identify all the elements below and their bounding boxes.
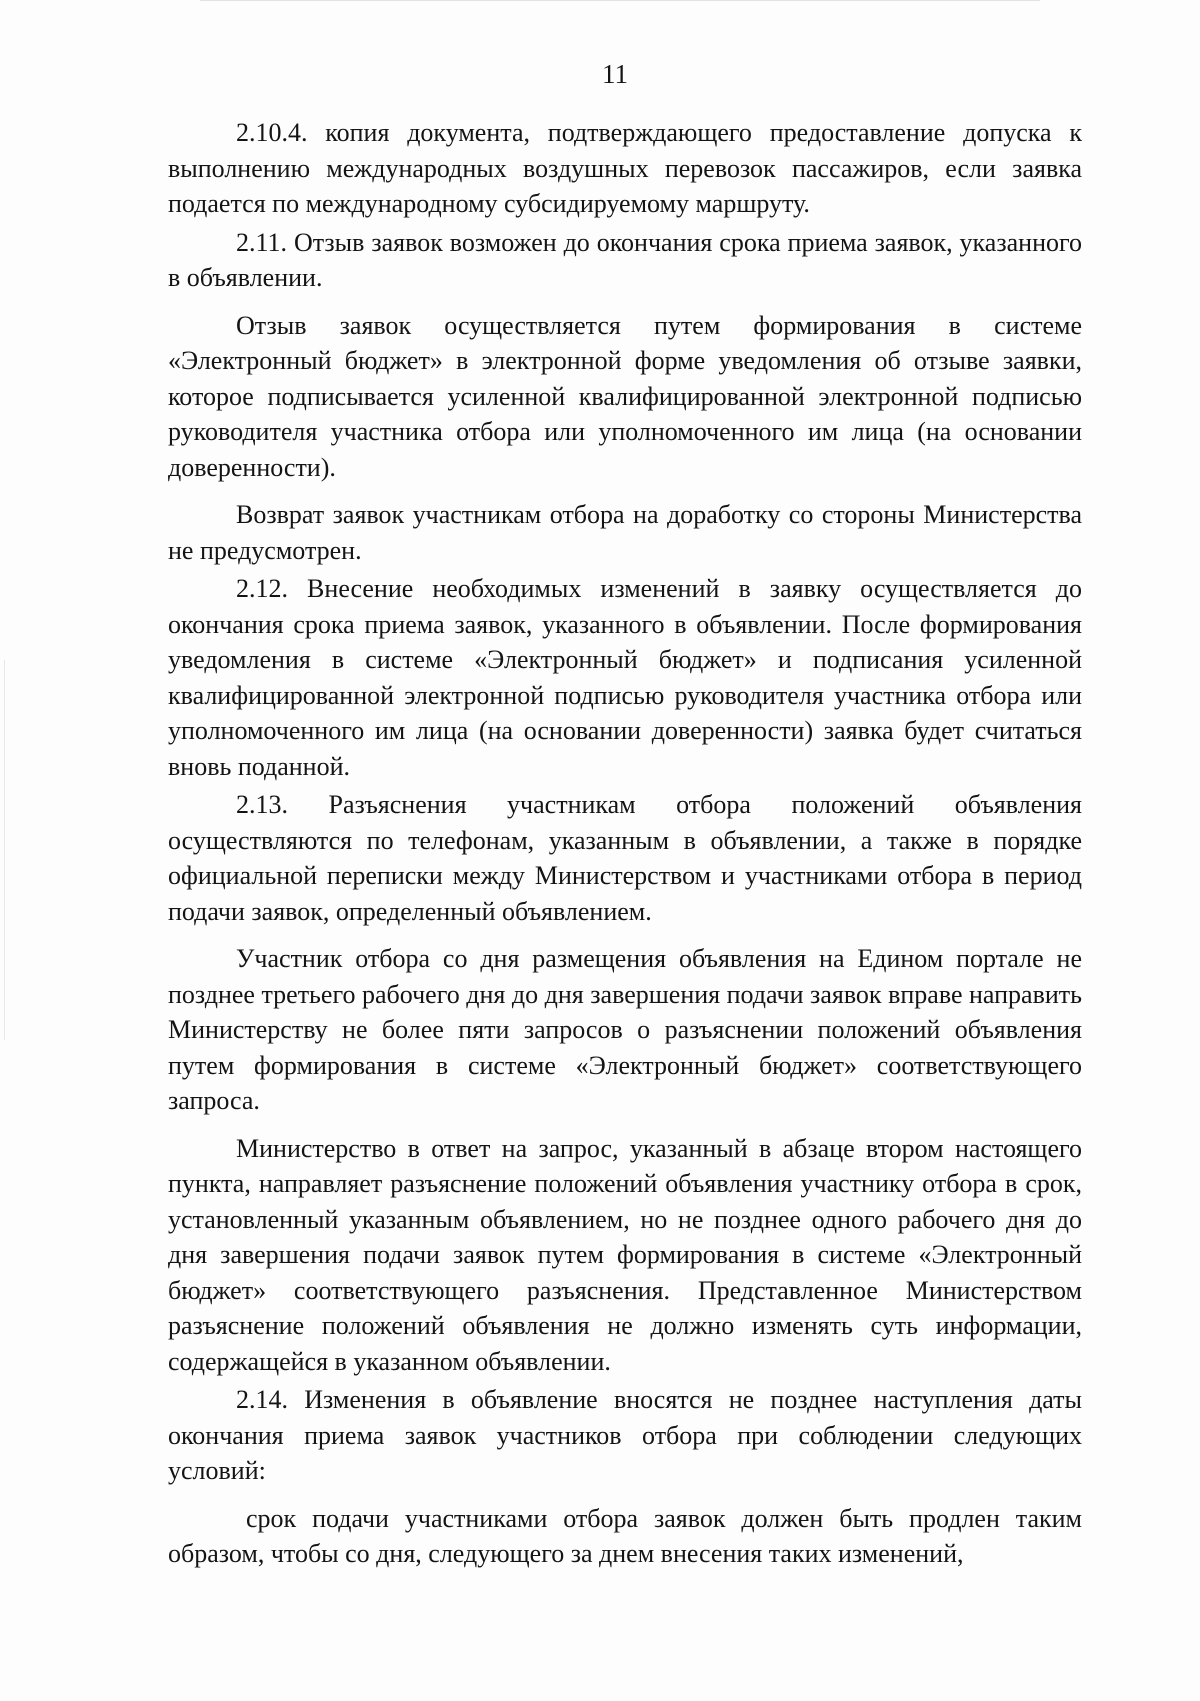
- page-number: 11: [602, 59, 628, 89]
- paragraph-deadline-extension: срок подачи участниками отбора заявок должен быть продлен таким образом, чтобы со дня, следующего за днем внесения таких изменений,: [168, 1503, 1082, 1568]
- scan-artifact-top-line: [200, 0, 1040, 1]
- paragraph-2-11: 2.11. Отзыв заявок возможен до окончания срока приема заявок, указанного в объявлении.: [168, 227, 1082, 292]
- paragraph-2-12: 2.12. Внесение необходимых изменений в заявку осуществляется до окончания срока приема заявок, указанного в объявлении. После формирования уведомления в системе «Электронный бюджет» и подписания усиленной квалифицированной электронной подписью руководителя участника отбора или уполномоченного им лица (на основании доверенности) заявка будет считаться вновь поданной.: [168, 574, 1082, 781]
- document-body: [168, 115, 1082, 1572]
- paragraph-2-13: 2.13. Разъяснения участникам отбора положений объявления осуществляются по телефонам, указанным в объявлении, а также в порядке официальной переписки между Министерством и участниками отбора в период подачи заявок, определенный объявлением.: [168, 790, 1082, 926]
- paragraph-2-10-4: 2.10.4. копия документа, подтверждающего предоставление допуска к выполнению международных воздушных перевозок пассажиров, если заявка подается по международному субсидируемому маршруту.: [168, 118, 1082, 218]
- paragraph-2-14: 2.14. Изменения в объявление вносятся не позднее наступления даты окончания приема заявок участников отбора при соблюдении следующих условий:: [168, 1385, 1082, 1485]
- paragraph-withdrawal-procedure: Отзыв заявок осуществляется путем формирования в системе «Электронный бюджет» в электронной форме уведомления об отзыве заявки, которое подписывается усиленной квалифицированной электронной подписью руководителя участника отбора или уполномоченного им лица (на основании доверенности).: [168, 310, 1082, 482]
- paragraph-ministry-response: Министерство в ответ на запрос, указанный в абзаце втором настоящего пункта, направляет разъяснение положений объявления участнику отбора в срок, установленный указанным объявлением, но не позднее одного рабочего дня до дня завершения подачи заявок путем формирования в системе «Электронный бюджет» соответствующего разъяснения. Представленное Министерством разъяснение положений объявления не должно изменять суть информации, содержащейся в указанном объявлении.: [168, 1133, 1082, 1376]
- scan-artifact-left-edge: [4, 660, 5, 1040]
- paragraph-no-return: Возврат заявок участникам отбора на доработку со стороны Министерства не предусмотрен.: [168, 500, 1082, 565]
- paragraph-clarification-requests: Участник отбора со дня размещения объявления на Едином портале не позднее третьего рабочего дня до дня завершения подачи заявок вправе направить Министерству не более пяти запросов о разъяснении положений объявления путем формирования в системе «Электронный бюджет» соответствующего запроса.: [168, 944, 1082, 1115]
